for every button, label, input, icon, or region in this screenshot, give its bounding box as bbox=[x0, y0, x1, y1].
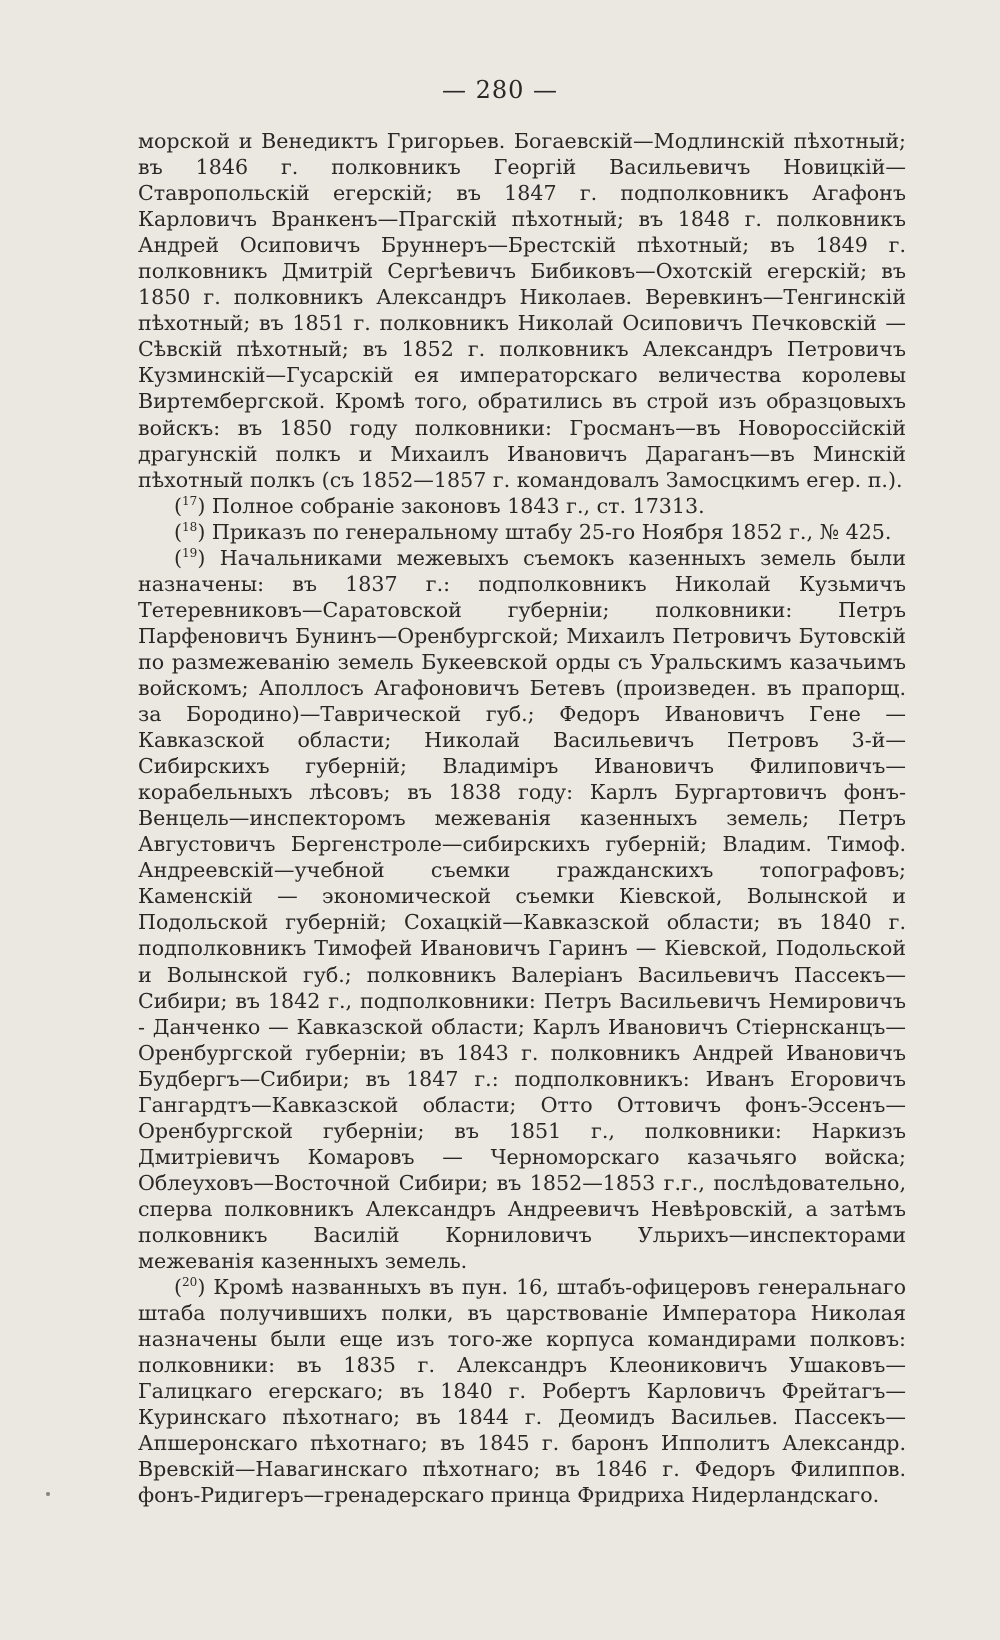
footnote-marker: 20 bbox=[182, 1275, 198, 1290]
footnote-18: ($^{18}$) Приказъ по генеральному штабу 25-го Ноября 1852 г., № 425. bbox=[174, 519, 892, 544]
footnote-text: Начальниками межевыхъ съемокъ казенныхъ земель были назначены: въ 1837 г.: подполковникъ Николай Кузьмичъ Тетеревниковъ—Саратовской губерніи; полковники: Петръ Парфеновичъ Бунинъ—Оренбургской; Михаилъ Петровичъ Бутовскій по размежеванію земель Букеевской орды съ Уральскимъ казачьимъ войскомъ; Аполлосъ Агафоновичъ Бетевъ (произведен. въ прапорщ. за Бородино)—Таврической губ.; Федоръ Ивановичъ Гене — Кавказской области; Николай Васильевичъ Петровъ 3-й—Сибирскихъ губерній; Владиміръ Ивановичъ Филиповичъ—корабельныхъ лѣсовъ; въ 1838 году: Карлъ Бургартовичъ фонъ-Венцель—инспекторомъ межеванія казенныхъ земель; Петръ Августовичъ Бергенстроле—сибирскихъ губерній; Владим. Тимоф. Андреевскій—учебной съемки гражданскихъ топографовъ; Каменскій — экономической съемки Кіевской, Волынской и Подольской губерній; Сохацкій—Кавказской области; въ 1840 г. подполковникъ Тимофей Ивановичъ Гаринъ — Кіевской, Подольской и Волынской губ.; полковникъ Валеріанъ Васильевичъ Пассекъ—Сибири; въ 1842 г., подполковники: Петръ Васильевичъ Немировичъ - Данченко — Кавказской области; Карлъ Ивановичъ Стіернсканцъ—Оренбургской губерніи; въ 1843 г. полковникъ Андрей Ивановичъ Будбергъ—Сибири; въ 1847 г.: подполковникъ: Иванъ Егоровичъ Гангардтъ—Кавказской области; Отто Оттовичъ фонъ-Эссенъ—Оренбургской губерніи; въ 1851 г., полковники: Наркизъ Дмитріевичъ Комаровъ — Черноморскаго казачьяго войска; Облеуховъ—Восточной Сибири; въ 1852—1853 г.г., послѣдовательно, сперва полковникъ Александръ Андреевичъ Невѣровскій, а затѣмъ полковникъ Василій Корниловичъ Ульрихъ—инспекторами межеванія казенныхъ земель. bbox=[138, 545, 906, 1274]
footnote-marker: 19 bbox=[182, 545, 198, 560]
footnote-marker: 18 bbox=[182, 519, 198, 534]
paper-speck bbox=[46, 1492, 50, 1496]
paragraph-continuation bbox=[138, 128, 906, 493]
footnote-text: Приказъ по генеральному штабу 25-го Ноября 1852 г., № 425. bbox=[211, 519, 892, 544]
paragraph-text: морской и Венедиктъ Григорьев. Богаевскій—Модлинскій пѣхотный; въ 1846 г. полковникъ Георгій Васильевичъ Новицкій—Ставропольскій егерскій; въ 1847 г. подполковникъ Агафонъ Карловичъ Вранкенъ—Прагскій пѣхотный; въ 1848 г. полковникъ Андрей Осиповичъ Бруннеръ—Брестскій пѣхотный; въ 1849 г. полковникъ Дмитрій Сергѣевичъ Бибиковъ—Охотскій егерскій; въ 1850 г. полковникъ Александръ Николаев. Веревкинъ—Тенгинскій пѣхотный; въ 1851 г. полковникъ Николай Осиповичъ Печковскій — Сѣвскій пѣхотный; въ 1852 г. полковникъ Александръ Петровичъ Кузминскій—Гусарскій ея императорскаго величества королевы Виртембергской. Кромѣ того, обратились въ строй изъ образцовыхъ войскъ: въ 1850 году полковники: Гросманъ—въ Новороссійскій драгунскій полкъ и Михаилъ Ивановичъ Дараганъ—въ Минскій пѣхотный полкъ (съ 1852—1857 г. командовалъ Замосцкимъ егер. п.). bbox=[138, 129, 906, 492]
footnote-marker: 17 bbox=[182, 493, 198, 508]
footnote-text: Полное собраніе законовъ 1843 г., ст. 17313. bbox=[211, 493, 705, 518]
page-number: — 280 — bbox=[441, 76, 559, 104]
footnote-text: Кромѣ названныхъ въ пун. 16, штабъ-офицеровъ генеральнаго штаба получившихъ полки, въ царствованіе Императора Николая назначены были еще изъ того-же корпуса командирами полковъ: полковники: въ 1835 г. Александръ Клеониковичъ Ушаковъ—Галицкаго егерскаго; въ 1840 г. Робертъ Карловичъ Фрейтагъ—Куринскаго пѣхотнаго; въ 1844 г. Деомидъ Васильев. Пассекъ—Апшеронскаго пѣхотнаго; въ 1845 г. баронъ Ипполитъ Александр. Вревскій—Навагинскаго пѣхотнаго; въ 1846 г. Федоръ Филиппов. фонъ-Ридигеръ—гренадерскаго принца Фридриха Нидерландскаго. bbox=[138, 1275, 906, 1508]
footnotes-text bbox=[138, 128, 906, 1508]
footnote-19: ($^{19}$) Начальниками межевыхъ съемокъ казенныхъ земель были назначены: въ 1837 г.: подполковникъ Николай Кузьмичъ Тетеревниковъ—Саратовской губерніи; полковники: Петръ Парфеновичъ Бунинъ—Оренбургской; Михаилъ Петровичъ Бутовскій по размежеванію земель Букеевской орды съ Уральскимъ казачьимъ войскомъ; Аполлосъ Агафоновичъ Бетевъ (произведен. въ прапорщ. за Бородино)—Таврической губ.; Федоръ Ивановичъ Гене — Кавказской области; Николай Васильевичъ Петровъ 3-й—Сибирскихъ губерній; Владиміръ Ивановичъ Филиповичъ—корабельныхъ лѣсовъ; въ 1838 году: Карлъ Бургартовичъ фонъ-Венцель—инспекторомъ межеванія казенныхъ земель; Петръ Августовичъ Бергенстроле—сибирскихъ губерній; Владим. Тимоф. Андреевскій—учебной съемки гражданскихъ топографовъ; Каменскій — экономической съемки Кіевской, Волынской и Подольской губерній; Сохацкій—Кавказской области; въ 1840 г. подполковникъ Тимофей Ивановичъ Гаринъ — Кіевской, Подольской и Волынской губ.; полковникъ Валеріанъ Васильевичъ Пассекъ—Сибири; въ 1842 г., подполковники: Петръ Васильевичъ Немировичъ - Данченко — Кавказской области; Карлъ Ивановичъ Стіернсканцъ—Оренбургской губерніи; въ 1843 г. полковникъ Андрей Ивановичъ Будбергъ—Сибири; въ 1847 г.: подполковникъ: Иванъ Егоровичъ Гангардтъ—Кавказской области; Отто Оттовичъ фонъ-Эссенъ—Оренбургской губерніи; въ 1851 г., полковники: Наркизъ Дмитріевичъ Комаровъ — Черноморскаго казачьяго войска; Облеуховъ—Восточной Сибири; въ 1852—1853 г.г., послѣдовательно, сперва полковникъ Александръ Андреевичъ Невѣровскій, а затѣмъ полковникъ Василій Корниловичъ Ульрихъ—инспекторами межеванія казенныхъ земель. bbox=[138, 545, 906, 1274]
footnote-17: ($^{17}$) Полное собраніе законовъ 1843 г., ст. 17313. bbox=[174, 493, 705, 518]
footnote-20: ($^{20}$) Кромѣ названныхъ въ пун. 16, штабъ-офицеровъ генеральнаго штаба получившихъ полки, въ царствованіе Императора Николая назначены были еще изъ того-же корпуса командирами полковъ: полковники: въ 1835 г. Александръ Клеониковичъ Ушаковъ—Галицкаго егерскаго; въ 1840 г. Робертъ Карловичъ Фрейтагъ—Куринскаго пѣхотнаго; въ 1844 г. Деомидъ Васильев. Пассекъ—Апшеронскаго пѣхотнаго; въ 1845 г. баронъ Ипполитъ Александр. Вревскій—Навагинскаго пѣхотнаго; въ 1846 г. Федоръ Филиппов. фонъ-Ридигеръ—гренадерскаго принца Фридриха Нидерландскаго. bbox=[138, 1275, 906, 1508]
